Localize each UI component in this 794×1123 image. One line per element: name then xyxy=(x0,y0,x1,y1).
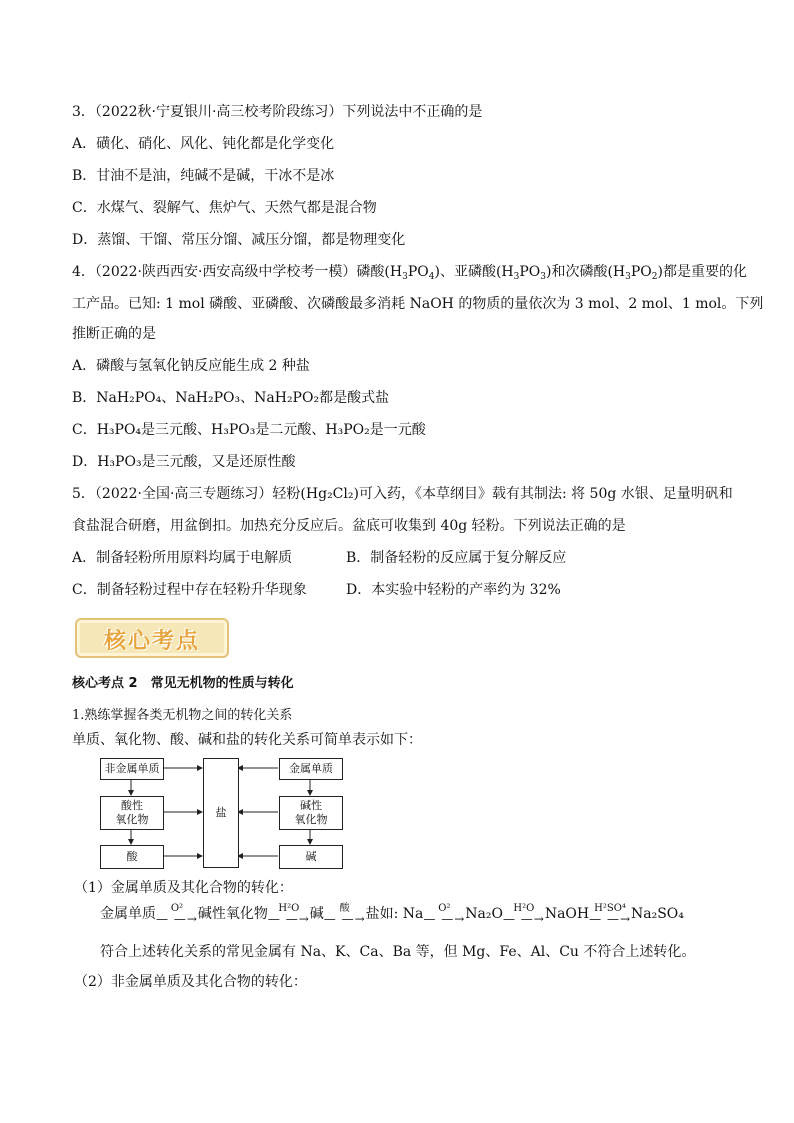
chain-salt-example: 盐如: Na xyxy=(365,906,424,922)
arrow-h2o: H²O — —→ xyxy=(267,903,310,926)
arrow-o2: O² — —→ xyxy=(156,903,198,926)
q3-option-d: D．蒸馏、干馏、常压分馏、减压分馏，都是物理变化 xyxy=(72,232,406,248)
node-base-oxide: 碱性 氧化物 xyxy=(279,796,343,830)
node-acid: 酸 xyxy=(100,845,164,869)
metal-chain xyxy=(100,902,684,926)
section-title: 核心考点 2 常见无机物的性质与转化 xyxy=(72,676,294,691)
chain-base: 碱 xyxy=(309,906,324,922)
chain-naoh: NaOH xyxy=(544,906,590,922)
node-acid-oxide: 酸性 氧化物 xyxy=(100,796,164,830)
node-salt: 盐 xyxy=(203,758,239,868)
q5-option-c: C．制备轻粉过程中存在轻粉升华现象 xyxy=(72,582,307,598)
chain-base-oxide: 碱性氧化物 xyxy=(197,906,268,922)
conversion-diagram xyxy=(96,756,346,868)
q4-stem-line2: 工产品。已知: 1 mol 磷酸、亚磷酸、次磷酸最多消耗 NaOH 的物质的量依次为 3 mol、2 mol、1 mol。下列 xyxy=(72,296,764,312)
arrow-h2o-b: H²O — —→ xyxy=(502,903,545,926)
chain-na2so4: Na₂SO₄ xyxy=(631,906,684,922)
q4-option-c: C．H₃PO₄是三元酸、H₃PO₃是二元酸、H₃PO₂是一元酸 xyxy=(72,422,426,438)
arrow-h2so4: H²SO⁴ — —→ xyxy=(589,903,631,926)
part2-title: （2）非金属单质及其化合物的转化： xyxy=(74,974,307,990)
arrow-o2-b: O² — —→ xyxy=(423,903,466,926)
q5-option-d: D．本实验中轻粉的产率约为 32% xyxy=(346,582,561,598)
node-base: 碱 xyxy=(279,845,343,869)
q5-stem-line1: 5．（2022·全国·高三专题练习）轻粉(Hg₂Cl₂)可入药，《本草纲目》载有其制法: 将 50g 水银、足量明矾和 xyxy=(72,486,733,502)
core-topic-banner: 核心考点 xyxy=(75,618,229,658)
diagram-intro: 单质、氧化物、酸、碱和盐的转化关系可简单表示如下： xyxy=(72,732,422,748)
arrow-acid: 酸 — —→ xyxy=(323,903,366,926)
q5-stem-line2: 食盐混合研磨，用盆倒扣。加热充分反应后。盆底可收集到 40g 轻粉。下列说法正确的是 xyxy=(72,518,626,534)
q5-option-a: A．制备轻粉所用原料均属于电解质 xyxy=(72,550,293,566)
part1-title: （1）金属单质及其化合物的转化： xyxy=(74,880,293,896)
chain-metal: 金属单质 xyxy=(100,906,156,922)
q4-option-a: A．磷酸与氢氧化钠反应能生成 2 种盐 xyxy=(72,358,310,374)
q3-option-c: C．水煤气、裂解气、焦炉气、天然气都是混合物 xyxy=(72,200,377,216)
chain-na2o: Na₂O xyxy=(465,906,503,922)
part1-note: 符合上述转化关系的常见金属有 Na、K、Ca、Ba 等，但 Mg、Fe、Al、Cu 不符合上述转化。 xyxy=(100,944,696,960)
q4-stem-line1: 4．（2022·陕西西安·西安高级中学校考一模）磷酸$(H_3PO_4)$、亚磷酸$(H_3PO_3)$和次磷酸$(H_3PO_2)$都是重要的化 xyxy=(72,264,747,282)
point-1: 1.熟练掌握各类无机物之间的转化关系 xyxy=(72,708,293,723)
node-nonmetal: 非金属单质 xyxy=(100,758,164,780)
q3-stem: 3．（2022秋·宁夏银川·高三校考阶段练习）下列说法中不正确的是 xyxy=(72,104,483,120)
node-metal: 金属单质 xyxy=(279,758,343,780)
q4-stem-line3: 推断正确的是 xyxy=(72,326,156,342)
q5-option-b: B．制备轻粉的反应属于复分解反应 xyxy=(346,550,567,566)
q4-option-d: D．H₃PO₃是三元酸，又是还原性酸 xyxy=(72,454,296,470)
q4-option-b: B．NaH₂PO₄、NaH₂PO₃、NaH₂PO₂都是酸式盐 xyxy=(72,390,390,406)
q3-option-b: B．甘油不是油，纯碱不是碱，干冰不是冰 xyxy=(72,168,335,184)
q3-option-a: A．磺化、硝化、风化、钝化都是化学变化 xyxy=(72,136,335,152)
